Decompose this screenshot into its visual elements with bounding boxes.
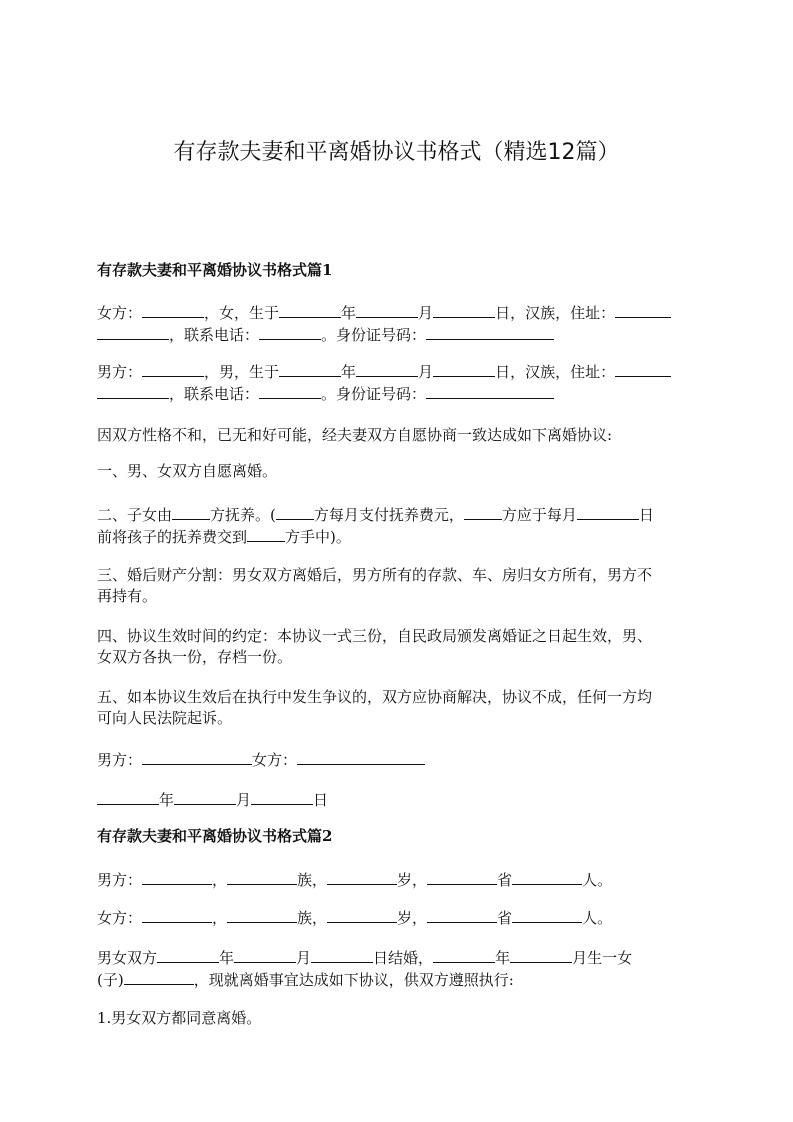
date-line [97,789,697,811]
intro-paragraph: 因双方性格不和，已无和好可能，经夫妻双方自愿协商一致达成如下离婚协议: [97,426,613,444]
blank-field[interactable] [97,383,169,399]
text: 方手中)。 [285,528,351,546]
text: 岁， [397,871,428,889]
clause-3 [97,565,697,607]
blank-field[interactable] [297,749,425,765]
blank-field[interactable] [615,302,671,318]
text: 省 [497,909,513,927]
clause-2 [97,504,697,548]
text: 年 [341,363,357,381]
blank-field[interactable] [157,947,219,963]
text: 。身份证号码： [321,326,427,344]
text: 月 [296,949,312,967]
blank-field[interactable] [142,361,204,377]
label-female: 女方： [97,304,143,322]
text: 日结婚， [373,949,434,967]
blank-field[interactable] [142,749,252,765]
blank-field[interactable] [124,969,194,985]
text: 二、子女由 [97,506,173,524]
blank-field[interactable] [172,504,210,520]
text: 再持有。 [97,587,158,605]
text: 女双方各执一份，存档一份。 [97,648,293,666]
blank-field[interactable] [251,789,313,805]
blank-field[interactable] [433,361,495,377]
text: 月 [236,791,252,809]
blank-field[interactable] [510,947,572,963]
female-info-paragraph [97,302,697,346]
text: 前将孩子的抚养费交到 [97,528,248,546]
text: 月生一女 [572,949,633,967]
text: (子) [97,971,124,989]
text: 日，汉族，住址： [495,363,616,381]
blank-field[interactable] [464,504,502,520]
label-male: 男方： [97,363,143,381]
male-info-paragraph [97,361,697,405]
blank-field[interactable] [142,302,204,318]
blank-field[interactable] [426,324,554,340]
blank-field[interactable] [97,789,159,805]
text: 日 [638,506,654,524]
text: 月 [418,363,434,381]
text: 族， [297,909,328,927]
blank-field[interactable] [311,947,373,963]
signature-line [97,749,697,771]
text: 省 [497,871,513,889]
text: 。身份证号码： [321,385,427,403]
blank-field[interactable] [227,869,297,885]
document-title: 有存款夫妻和平离婚协议书格式（精选12篇） [173,140,620,165]
blank-field[interactable] [142,869,212,885]
blank-field[interactable] [433,947,495,963]
blank-field[interactable] [227,907,297,923]
blank-field[interactable] [327,869,397,885]
text: 可向人民法院起诉。 [97,709,233,727]
blank-field[interactable] [512,907,582,923]
clause-5 [97,687,697,729]
blank-field[interactable] [327,907,397,923]
text: ， [212,871,228,889]
text: 方每月支付抚养费元， [313,506,464,524]
blank-field[interactable] [142,907,212,923]
text: ，男，生于 [204,363,280,381]
marriage-paragraph [97,947,697,991]
text: 男方： [97,751,143,769]
item-1: 1.男女双方都同意离婚。 [97,1009,262,1027]
blank-field[interactable] [259,383,321,399]
text: ， [212,909,228,927]
male-info-line [97,869,697,891]
blank-field[interactable] [259,324,321,340]
text: 月 [418,304,434,322]
section-1-heading: 有存款夫妻和平离婚协议书格式篇1 [97,261,333,279]
text: 女方： [252,751,298,769]
text: ，联系电话： [169,385,260,403]
text: 年 [159,791,175,809]
female-info-line [97,907,697,929]
blank-field[interactable] [356,302,418,318]
clause-4 [97,626,697,668]
section-2-heading: 有存款夫妻和平离婚协议书格式篇2 [97,827,333,845]
text: 年 [219,949,235,967]
text: 人。 [582,871,613,889]
blank-field[interactable] [615,361,671,377]
text: ，联系电话： [169,326,260,344]
text: 年 [495,949,511,967]
text: 年 [341,304,357,322]
blank-field[interactable] [97,324,169,340]
text: 日，汉族，住址： [495,304,616,322]
blank-field[interactable] [174,789,236,805]
text: ，现就离婚事宜达成如下协议，供双方遵照执行: [193,971,514,989]
text: 男方： [97,871,143,889]
blank-field[interactable] [356,361,418,377]
text: 三、婚后财产分割：男女双方离婚后，男方所有的存款、车、房归女方所有，男方不 [97,566,653,584]
blank-field[interactable] [577,504,639,520]
text: 方应于每月 [501,506,577,524]
text: 女方： [97,909,143,927]
blank-field[interactable] [427,907,497,923]
text: ，女，生于 [204,304,280,322]
text: 族， [297,871,328,889]
blank-field[interactable] [234,947,296,963]
blank-field[interactable] [426,383,554,399]
text: 四、协议生效时间的约定：本协议一式三份，自民政局颁发离婚证之日起生效，男、 [97,627,653,645]
text: 岁， [397,909,428,927]
blank-field[interactable] [433,302,495,318]
blank-field[interactable] [247,526,285,542]
text: 日 [313,791,329,809]
text: 五、如本协议生效后在执行中发生争议的，双方应协商解决，协议不成，任何一方均 [97,688,653,706]
blank-field[interactable] [276,504,314,520]
blank-field[interactable] [512,869,582,885]
text: 人。 [582,909,613,927]
blank-field[interactable] [279,361,341,377]
clause-1: 一、男、女双方自愿离婚。 [97,462,278,480]
text: 方抚养。( [210,506,276,524]
blank-field[interactable] [279,302,341,318]
blank-field[interactable] [427,869,497,885]
text: 男女双方 [97,949,158,967]
